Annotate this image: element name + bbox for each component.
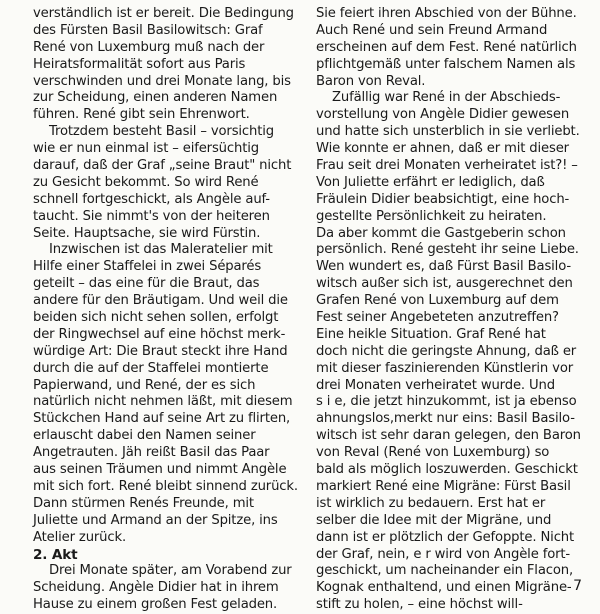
right-text-column [316,6,582,614]
text-line: Trotzdem besteht Basil – vorsichtig [49,124,274,140]
text-line: Baron von Reval. [316,73,426,89]
text-line: selber die Idee mit der Migräne, und [316,512,552,528]
text-line: dann ist er plötzlich der Gefoppte. Nicht [316,529,575,545]
text-line: gestellte Persönlichkeit zu heiraten. [316,208,547,224]
text-line: Stückchen Hand auf seine Art zu flirten, [33,411,291,427]
text-line: Wen wundert es, daß Fürst Basil Basilo- [316,259,571,275]
text-line: Heiratsformalität sofort aus Paris [33,56,246,72]
text-line: ist wirklich zu bedauern. Erst hat er [316,495,546,511]
text-line: markiert René eine Migräne: Fürst Basil [316,478,571,494]
text-line: Eine heikle Situation. Graf René hat [316,326,546,342]
text-line: Auch René und sein Freund Armand [316,22,548,38]
text-line: Atelier zurück. [33,529,127,545]
text-line: würdige Art: Die Braut steckt ihre Hand [33,343,288,359]
text-line: pflichtgemäß unter falschem Namen als [316,56,576,72]
page-number: 7 [573,578,582,594]
text-line: Inzwischen ist das Maleratelier mit [49,242,273,258]
text-line: Kognak enthaltend, und einen Migräne- [316,580,572,596]
text-line: mit dieser faszinierenden Künstlerin vor [316,360,574,376]
text-line: Grafen René von Luxemburg auf dem [316,293,559,309]
text-line: der Graf, nein, e r wird von Angèle fort- [316,546,571,562]
text-line: erscheinen auf dem Fest. René natürlich [316,39,577,55]
text-line: Fräulein Didier beabsichtigt, eine hoch- [316,191,570,207]
text-line: Juliette und Armand an der Spitze, ins [33,512,278,528]
text-line: Von Juliette erfährt er lediglich, daß [316,174,545,190]
text-line: stift zu holen, – eine höchst will- [316,597,523,613]
text-line: mit sich fort. René bleibt sinnend zurück. [33,478,298,494]
section-heading: 2. Akt [33,546,78,563]
text-line: aus seinen Träumen und nimmt Angèle [33,462,287,478]
text-line: durch die auf der Staffelei montierte [33,360,269,376]
text-line: Hilfe einer Staffelei in zwei Séparés [33,259,262,275]
text-line: Zufällig war René in der Abschieds- [332,90,561,106]
text-line: zu Gesicht bekommt. So wird René [33,174,259,190]
text-line: Scheidung. Angèle Didier hat in ihrem [33,580,279,596]
text-line: doch nicht die geringste Ahnung, daß er [316,343,577,359]
text-line: verschwinden und drei Monate lang, bis [33,73,291,89]
text-line: Frau seit drei Monaten verheiratet ist?! – [316,158,578,174]
text-line: zur Scheidung, einen anderen Namen [33,90,278,106]
text-line: andere für den Bräutigam. Und weil die [33,293,288,309]
text-line: des Fürsten Basil Basilowitsch: Graf [33,22,263,38]
text-line: Sie feiert ihren Abschied von der Bühne. [316,6,577,21]
text-line: witsch außer sich ist, ausgerechnet den [316,276,573,292]
text-line: René von Luxemburg muß nach der [33,39,265,55]
text-line: führen. René gibt sein Ehrenwort. [33,107,250,123]
text-line: natürlich nicht nehmen läßt, mit diesem [33,394,293,410]
text-line: Angetrauten. Jäh reißt Basil das Paar [33,445,270,461]
text-line: geteilt – das eine für die Braut, das [33,276,260,292]
text-line: Dann stürmen Renés Freunde, mit [33,495,254,511]
text-line: witsch ist sehr daran gelegen, den Baron [316,428,581,444]
text-line: beiden sich nicht sehen sollen, erfolgt [33,310,279,326]
text-line: vorstellung von Angèle Didier gewesen [316,107,570,123]
text-line: Da aber kommt die Gastgeberin schon [316,225,566,241]
text-line: s i e, die jetzt hinzukommt, ist ja ebenso [316,394,577,410]
text-line: drei Monaten verheiratet wurde. Und [316,377,555,393]
text-line: von Reval (René von Luxemburg) so [316,445,550,461]
text-line: schnell fortgeschickt, als Angèle auf- [33,191,270,207]
text-line: wie er nun einmal ist – eifersüchtig [33,141,259,157]
text-line: und hatte sich unsterblich in sie verliebt. [316,124,580,140]
text-line: taucht. Sie nimmt's von der heiteren [33,208,270,224]
text-line: Hause zu einem großen Fest geladen. [33,597,278,613]
text-line: Fest seiner Angebeteten anzutreffen? [316,310,559,326]
text-line: der Ringwechsel auf eine höchst merk- [33,326,286,342]
text-line: Papierwand, und René, der es sich [33,377,256,393]
text-line: persönlich. René gesteht ihr seine Liebe. [316,242,579,258]
text-line: erlauscht dabei den Namen seiner [33,428,256,444]
text-line: Drei Monate später, am Vorabend zur [49,563,292,579]
text-line: ahnungslos,merkt nur eins: Basil Basilo- [316,411,575,427]
text-line: geschickt, um nacheinander ein Flacon, [316,563,574,579]
text-line: verständlich ist er bereit. Die Bedingung [33,6,294,21]
text-line: bald als möglich loszuwerden. Geschickt [316,462,578,478]
text-line: Seite. Hauptsache, sie wird Fürstin. [33,225,261,241]
text-line: Wie konnte er ahnen, daß er mit dieser [316,141,569,157]
text-line: darauf, daß der Graf „seine Braut" nicht [33,158,292,174]
left-text-column [33,6,301,614]
